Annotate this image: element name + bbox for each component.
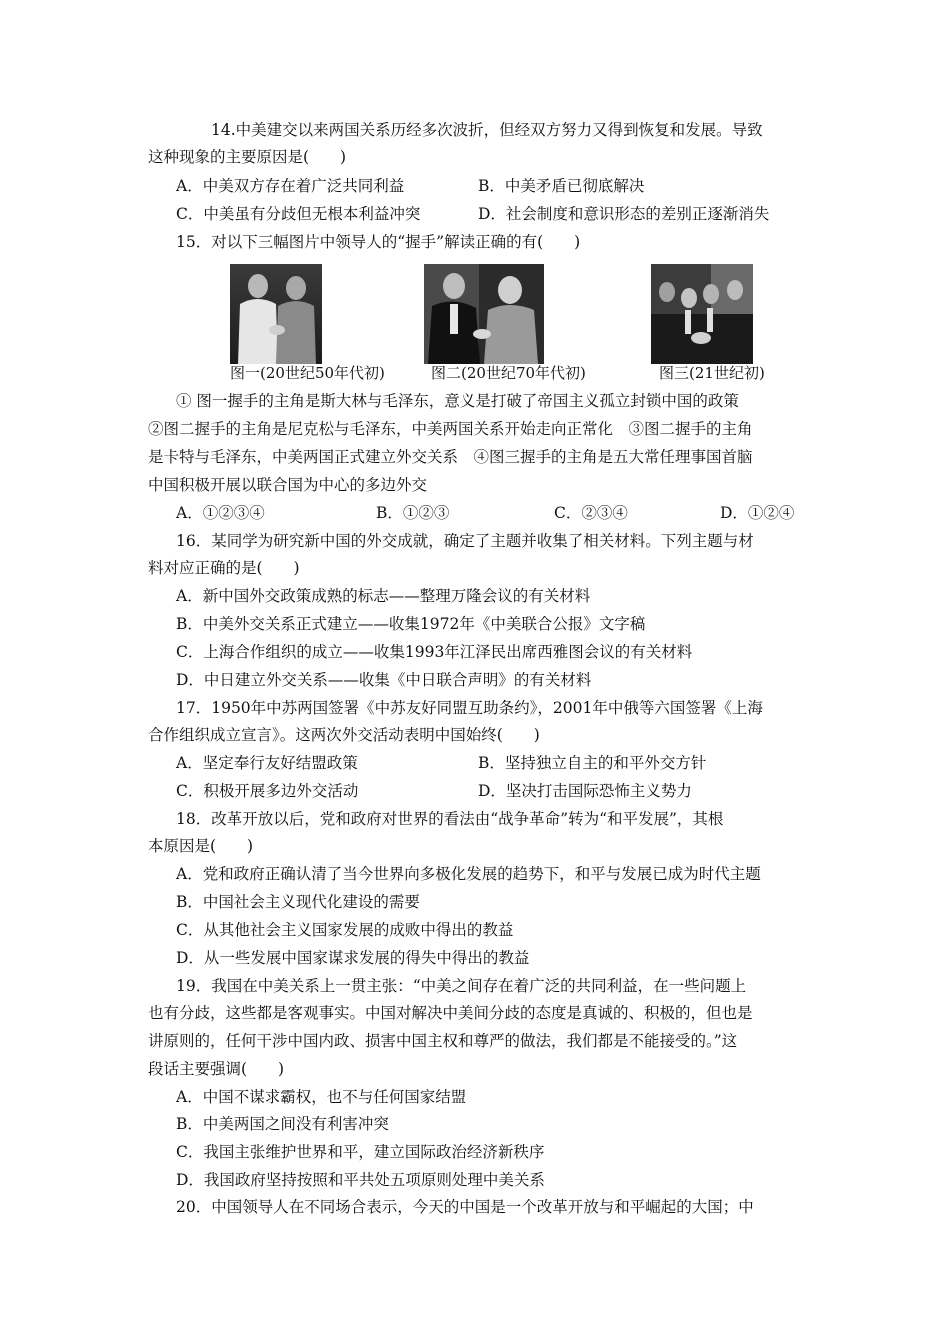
q18-option-c: C．从其他社会主义国家发展的成败中得出的教益 (176, 921, 514, 939)
q15-stem-line1: 15．对以下三幅图片中领导人的“握手”解读正确的有( ) (176, 233, 581, 251)
q19-option-d: D．我国政府坚持按照和平共处五项原则处理中美关系 (176, 1171, 545, 1189)
q15-statement-line4: 中国积极开展以联合国为中心的多边外交 (148, 476, 428, 494)
photo-handshake-1-image (230, 264, 322, 364)
q17-option-c: C．积极开展多边外交活动 (176, 782, 359, 800)
q15-option-c: C．②③④ (554, 504, 628, 522)
q14-option-b: B．中美矛盾已彻底解决 (478, 177, 645, 195)
q15-option-d: D．①②④ (720, 504, 795, 522)
q17-option-d: D．坚决打击国际恐怖主义势力 (478, 782, 692, 800)
caption-photo-2: 图二(20世纪70年代初) (431, 364, 586, 382)
q16-option-c: C．上海合作组织的成立——收集1993年江泽民出席西雅图会议的有关材料 (176, 643, 693, 661)
q18-stem-line1: 18．改革开放以后，党和政府对世界的看法由“战争革命”转为“和平发展”，其根 (176, 810, 724, 828)
q15-statement-line2: ②图二握手的主角是尼克松与毛泽东，中美两国关系开始走向正常化 ③图二握手的主角 (148, 420, 753, 438)
photo-handshake-2-image (424, 264, 544, 364)
q15-statement-line1: ① 图一握手的主角是斯大林与毛泽东，意义是打破了帝国主义孤立封锁中国的政策 (176, 392, 739, 410)
q19-option-b: B．中美两国之间没有利害冲突 (176, 1115, 389, 1133)
q16-option-b: B．中美外交关系正式建立——收集1972年《中美联合公报》文字稿 (176, 615, 646, 633)
q18-option-d: D．从一些发展中国家谋求发展的得失中得出的教益 (176, 949, 530, 967)
q17-stem-line2: 合作组织成立宣言》。这两次外交活动表明中国始终( ) (148, 726, 540, 744)
q16-stem-line1: 16．某同学为研究新中国的外交成就，确定了主题并收集了相关材料。下列主题与材 (176, 532, 754, 550)
q14-stem-line1: 14.中美建交以来两国关系历经多次波折，但经双方努力又得到恢复和发展。导致 (211, 121, 763, 139)
q15-option-b: B．①②③ (376, 504, 450, 522)
q19-stem-line2: 也有分歧，这些都是客观事实。中国对解决中美间分歧的态度是真诚的、积极的，但也是 (148, 1004, 753, 1022)
q15-statement-line3: 是卡特与毛泽东，中美两国正式建立外交关系 ④图三握手的主角是五大常任理事国首脑 (148, 448, 753, 466)
photo-handshake-2 (424, 264, 544, 364)
q14-stem-line2: 这种现象的主要原因是( ) (148, 148, 347, 166)
q16-stem-line2: 料对应正确的是( ) (148, 559, 300, 577)
q19-stem-line4: 段话主要强调( ) (148, 1060, 285, 1078)
q17-option-a: A．坚定奉行友好结盟政策 (176, 754, 358, 772)
photo-handshake-3-image (651, 264, 753, 364)
q18-option-b: B．中国社会主义现代化建设的需要 (176, 893, 420, 911)
q19-option-a: A．中国不谋求霸权，也不与任何国家结盟 (176, 1088, 467, 1106)
q15-option-a: A．①②③④ (176, 504, 265, 522)
q18-stem-line2: 本原因是( ) (148, 837, 254, 855)
q19-stem-line3: 讲原则的，任何干涉中国内政、损害中国主权和尊严的做法，我们都是不能接受的。”这 (148, 1032, 738, 1050)
q19-option-c: C．我国主张维护世界和平，建立国际政治经济新秩序 (176, 1143, 545, 1161)
q18-option-a: A．党和政府正确认清了当今世界向多极化发展的趋势下，和平与发展已成为时代主题 (176, 865, 761, 883)
q20-stem-line1: 20．中国领导人在不同场合表示，今天的中国是一个改革开放与和平崛起的大国；中 (176, 1198, 754, 1216)
q14-option-a: A．中美双方存在着广泛共同利益 (176, 177, 405, 195)
q17-option-b: B．坚持独立自主的和平外交方针 (478, 754, 707, 772)
photo-handshake-1 (230, 264, 322, 364)
caption-photo-1: 图一(20世纪50年代初) (230, 364, 385, 382)
q16-option-a: A．新中国外交政策成熟的标志——整理万隆会议的有关材料 (176, 587, 591, 605)
q14-option-c: C．中美虽有分歧但无根本利益冲突 (176, 205, 421, 223)
q19-stem-line1: 19．我国在中美关系上一贯主张：“中美之间存在着广泛的共同利益，在一些问题上 (176, 977, 747, 995)
q17-stem-line1: 17．1950年中苏两国签署《中苏友好同盟互助条约》，2001年中俄等六国签署《上海 (176, 699, 763, 717)
caption-photo-3: 图三(21世纪初) (659, 364, 765, 382)
q16-option-d: D．中日建立外交关系——收集《中日联合声明》的有关材料 (176, 671, 592, 689)
q14-option-d: D．社会制度和意识形态的差别正逐渐消失 (478, 205, 770, 223)
photo-handshake-3 (651, 264, 753, 364)
